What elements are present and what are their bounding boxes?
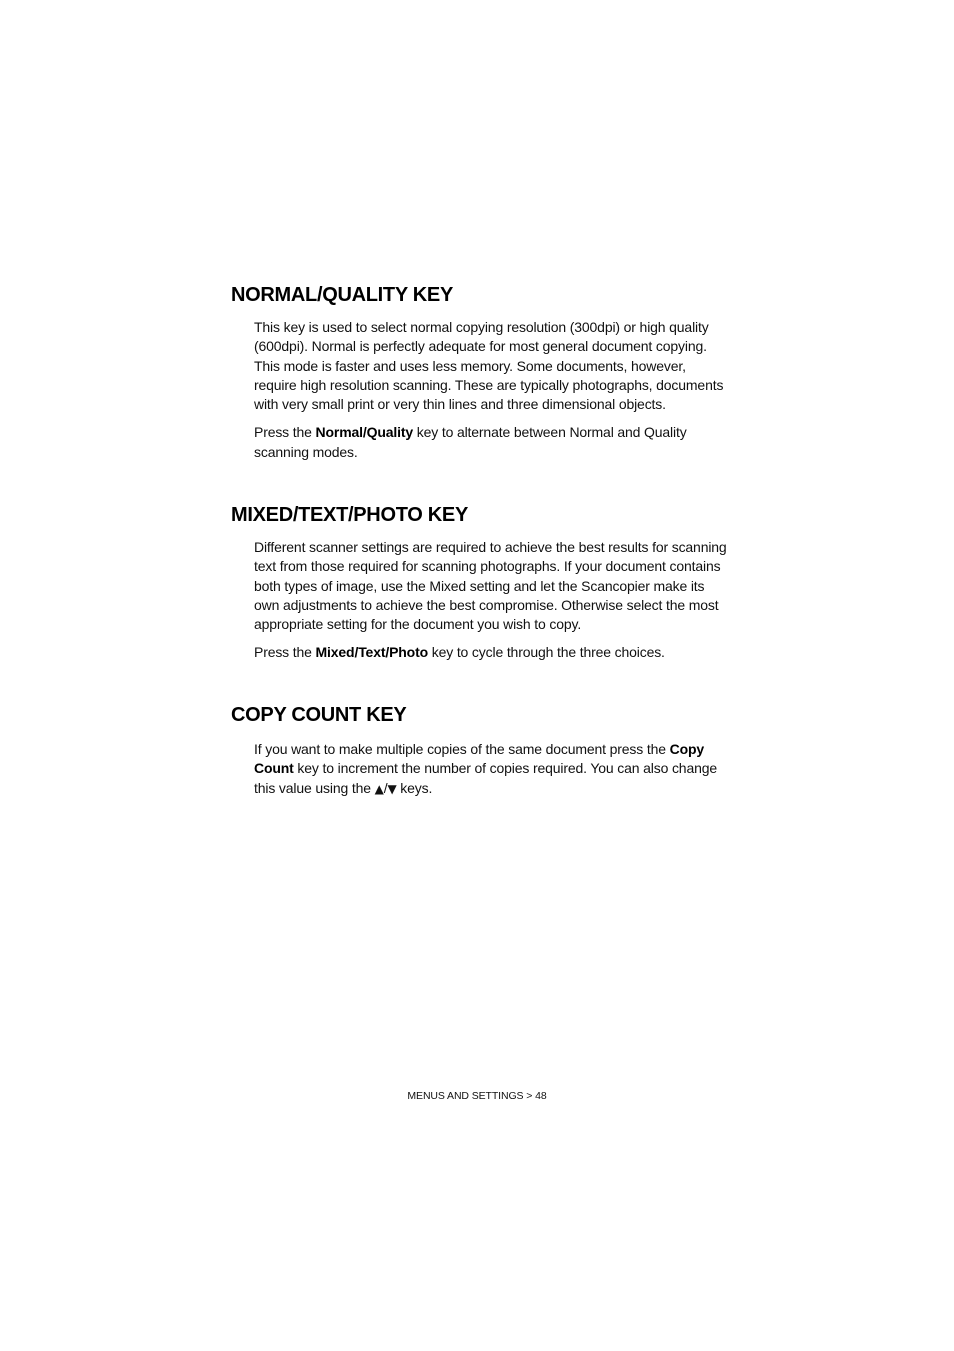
paragraph-text: Press the — [254, 424, 316, 441]
section-heading: COPY COUNT KEY — [231, 704, 407, 726]
section-heading: MIXED/TEXT/PHOTO KEY — [231, 504, 468, 526]
page-footer: MENUS AND SETTINGS > 48 — [407, 1090, 547, 1102]
section-heading: NORMAL/QUALITY KEY — [231, 284, 454, 306]
paragraph-text: keys. — [396, 779, 433, 796]
key-name: Mixed/Text/Photo — [315, 644, 428, 661]
paragraph-text: key to increment the number of copies required. You can also change this value using the — [254, 760, 717, 796]
paragraph — [254, 643, 729, 662]
paragraph-text: If you want to make multiple copies of the same document press the — [254, 741, 670, 757]
paragraph: This key is used to select normal copying resolution (300dpi) or high quality (600dpi). Normal is perfectly adequate for most general document copying. This mode is faster and uses less memory. Some documents, however, require high resolution scanning. These are typically photographs, documents with very small print or very thin lines and three dimensional objects. — [254, 319, 724, 413]
section-copy-count — [231, 703, 731, 799]
key-name: Normal/Quality — [315, 424, 414, 441]
paragraph-text: key to alternate between Normal and Quality scanning modes. — [254, 424, 687, 460]
section-body — [254, 740, 729, 799]
section-body — [254, 538, 729, 663]
arrow-separator: / — [383, 779, 388, 796]
arrow-down-icon: ▼ — [387, 781, 397, 796]
paragraph: Different scanner settings are required to achieve the best results for scanning text from those required for scanning photographs. If your document contains both types of image, use the Mixed setting and let the Scancopier make its own adjustments to achieve the best compromise. Otherwise select the most appropriate setting for the document you wish to copy. — [254, 539, 727, 633]
section-mixed-text-photo — [231, 503, 731, 663]
paragraph-text: Press the — [254, 644, 316, 661]
arrow-up-icon: ▲ — [374, 781, 384, 796]
key-name: Copy Count — [254, 741, 705, 777]
paragraph — [254, 740, 729, 799]
section-body — [254, 318, 729, 462]
paragraph — [254, 423, 729, 462]
paragraph-text: key to cycle through the three choices. — [428, 644, 665, 661]
section-normal-quality — [231, 283, 731, 462]
